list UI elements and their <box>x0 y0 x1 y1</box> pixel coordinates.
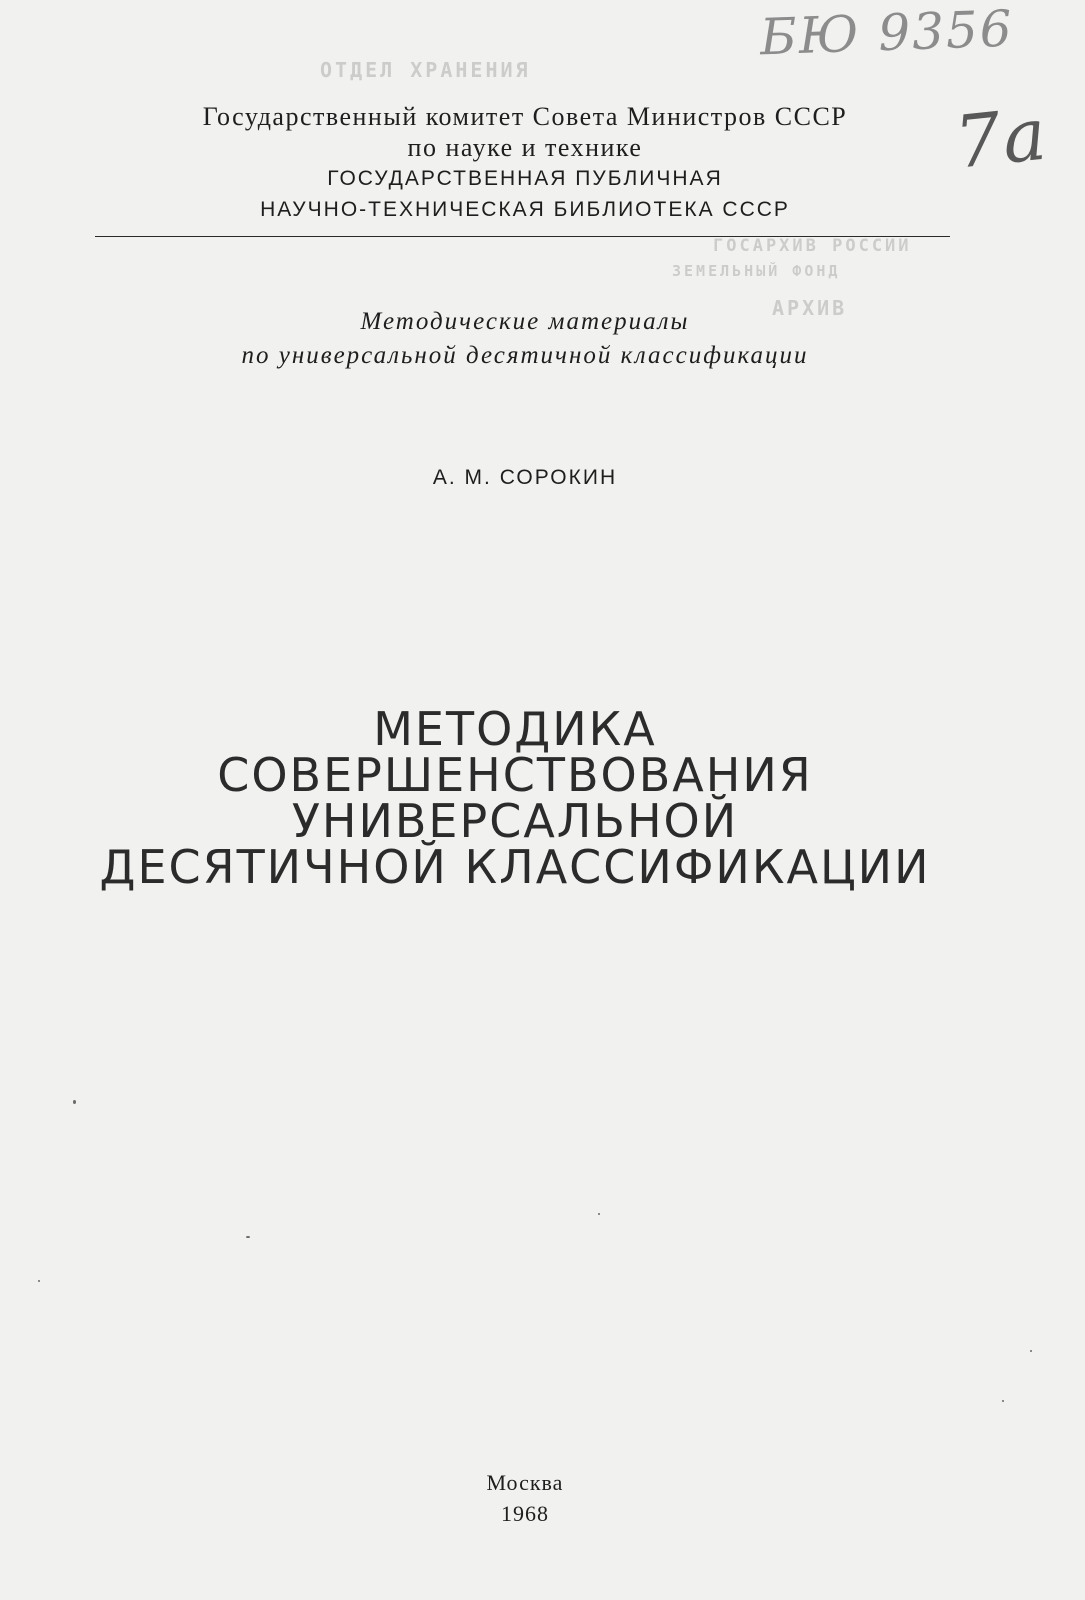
series-line: Методические материалы <box>360 308 690 335</box>
faded-stamp-fragment: ОТДЕЛ ХРАНЕНИЯ <box>320 58 531 82</box>
faded-stamp-fragment: ЗЕМЕЛЬНЫЙ ФОНД <box>672 262 841 280</box>
title-line: УНИВЕРСАЛЬНОЙ <box>291 794 739 848</box>
imprint-city: Москва <box>486 1470 564 1495</box>
title-line: СОВЕРШЕНСТВОВАНИЯ <box>217 748 813 802</box>
paper-speck <box>38 1280 40 1282</box>
header-line-library: ГОСУДАРСТВЕННАЯ ПУБЛИЧНАЯ <box>327 167 723 190</box>
publisher-header <box>0 101 1050 225</box>
handwritten-shelf-mark: 7а <box>950 91 1052 185</box>
book-title <box>0 702 1030 894</box>
imprint <box>0 1467 1050 1529</box>
paper-speck <box>598 1213 600 1215</box>
paper-speck <box>1002 1400 1004 1402</box>
title-line: ДЕСЯТИЧНОЙ КЛАССИФИКАЦИИ <box>99 840 931 894</box>
faded-stamp-fragment: ГОСАРХИВ РОССИИ <box>713 236 912 256</box>
header-divider <box>95 236 950 237</box>
handwritten-inventory-code: БЮ 9356 <box>759 0 1015 67</box>
header-line-committee: Государственный комитет Совета Министров СССР <box>202 102 848 131</box>
paper-speck <box>246 1236 250 1238</box>
header-line-science: по науке и технике <box>407 133 643 162</box>
series-title <box>0 305 1050 373</box>
author-name: А. М. СОРОКИН <box>432 466 618 489</box>
faded-stamp-fragment: АРХИВ <box>772 296 848 320</box>
imprint-year: 1968 <box>501 1501 549 1526</box>
series-line: по универсальной десятичной классификации <box>241 342 809 369</box>
paper-speck <box>1030 1350 1032 1352</box>
header-line-library-name: НАУЧНО-ТЕХНИЧЕСКАЯ БИБЛИОТЕКА СССР <box>260 198 790 221</box>
paper-speck <box>73 1100 76 1104</box>
title-line: МЕТОДИКА <box>373 702 657 756</box>
